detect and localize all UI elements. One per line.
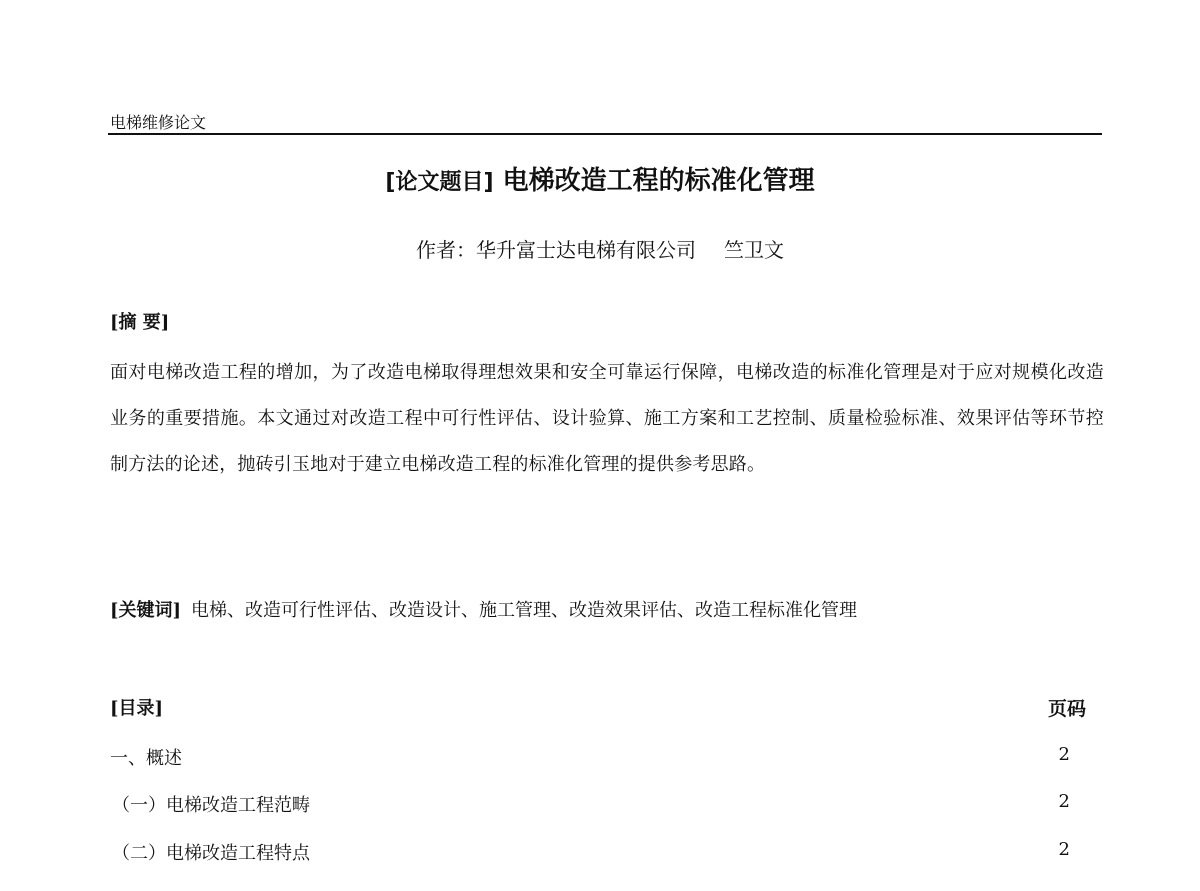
author-line: [0, 234, 1200, 263]
toc-entry-label: （一）电梯改造工程范畴: [112, 795, 310, 816]
keywords-line: [110, 596, 857, 622]
toc-entry-page: 2: [1058, 744, 1070, 765]
toc-page-heading: 页码: [1047, 698, 1086, 720]
toc-heading: [目录]: [110, 698, 164, 719]
toc-entry-label: （二）电梯改造工程特点: [112, 843, 310, 864]
title-label: [论文题目]: [385, 170, 494, 195]
author-label: 作者：: [416, 238, 476, 262]
keywords-label: [关键词]: [110, 600, 182, 621]
author-name: 竺卫文: [724, 238, 784, 262]
toc-entry-page: 2: [1058, 839, 1070, 860]
toc-entry: [110, 744, 1070, 772]
toc-entry-page: 2: [1058, 791, 1070, 812]
toc-entry: [110, 791, 1070, 819]
title-text: 电梯改造工程的标准化管理: [502, 166, 815, 196]
toc-entry: [110, 839, 1070, 867]
toc-entry-label: 一、概述: [110, 748, 182, 769]
author-company: 华升富士达电梯有限公司: [476, 238, 696, 262]
paper-title: [0, 160, 1200, 197]
abstract-heading: [摘 要]: [110, 312, 170, 333]
running-header: 电梯维修论文: [110, 113, 207, 132]
keywords-text: 电梯、改造可行性评估、改造设计、施工管理、改造效果评估、改造工程标准化管理: [191, 600, 858, 621]
abstract-body: 面对电梯改造工程的增加，为了改造电梯取得理想效果和安全可靠运行保障，电梯改造的标准化管理是对于应对规模化改造业务的重要措施。本文通过对改造工程中可行性评估、设计验算、施工方案和工艺控制、质量检验标准、效果评估等环节控制方法的论述，抛砖引玉地对于建立电梯改造工程的标准化管理的提供参考思路。: [110, 362, 1104, 475]
header-rule: [108, 133, 1102, 135]
